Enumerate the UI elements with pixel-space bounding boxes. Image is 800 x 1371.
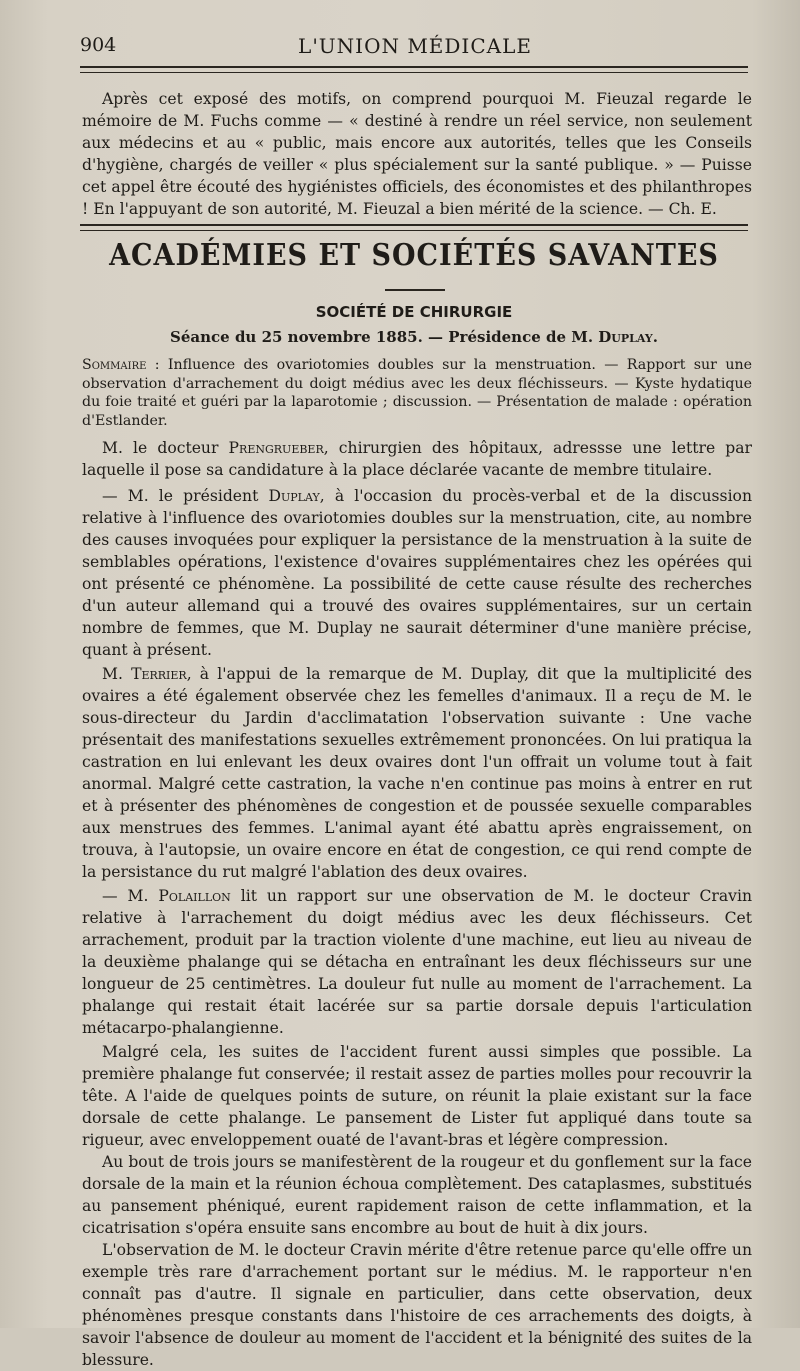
session-prefix: Séance du 25 novembre 1885. — Présidence de M. [170,328,599,346]
summary-block [82,356,752,430]
section-title: ACADÉMIES ET SOCIÉTÉS SAVANTES [109,238,719,273]
person-name: Prengrueber [228,439,324,457]
section-rule [80,224,748,231]
paragraph: M. Terrier, à l'appui de la remarque de M. Duplay, dit que la multiplicité des ovaires a été également observée chez les femelles d'animaux. Il a reçu de M. le sous-directeur du Jardin d'acclimatation l'observation suivante : Une vache présentait des manifestations sexuelles extrêmement prononcées. On lui pratiqua la castration en lui enlevant les deux ovaires dont l'un offrait un volume tout à fait anormal. Malgré cette castration, la vache n'en continue pas moins à entrer en rut et à présenter des phénomènes de congestion et de poussée sexuelle comparables aux menstrues des femmes. L'animal ayant été abattu après engraissement, on trouva, à l'autopsie, un ovaire encore en état de congestion, ce qui rend compte de la persistance du rut malgré l'ablation des deux ovaires. [82,665,752,881]
title-underline [385,289,445,291]
person-name: Terrier [131,665,187,683]
summary-label: Sommaire [82,357,147,373]
paragraph: — M. le président Duplay, à l'occasion du procès-verbal et de la discussion relative à l'influence des ovariotomies doubles sur la menstruation, cite, au nombre des causes invoquées pour expliquer la persistance de la menstruation à la suite de semblables opérations, l'existence d'ovaires supplémentaires chez les opérées qui ont présenté ce phénomène. La possibilité de cette cause résulte des recherches d'un auteur allemand qui a trouvé des ovaires supplémentaires, sur un certain nombre de femmes, que M. Duplay ne saurait déterminer d'une manière précise, quant à présent. [82,487,752,659]
session-line [80,328,748,346]
intro-paragraph: Après cet exposé des motifs, on comprend pourquoi M. Fieuzal regarde le mémoire de M. Fuchs comme — « destiné à rendre un réel service, non seulement aux médecins et au « public, mais encore aux autorités, telles que les Conseils d'hygiène, chargés de veiller « plus spécialement sur la santé publique. » — Puisse cet appel être écouté des hygiénistes officiels, des économistes et des philanthropes ! En l'appuyant de son autorité, M. Fieuzal a bien mérité de la science. — Ch. E. [82,90,752,218]
paragraph: Au bout de trois jours se manifestèrent de la rougeur et du gonflement sur la face dorsale de la main et la réunion échoua complètement. Des cataplasmes, substitués au pansement phéniqué, eurent rapidement raison de cette inflammation, et la cicatrisation s'opéra ensuite sans encombre au bout de huit à dix jours. [82,1153,752,1237]
running-title: L'UNION MÉDICALE [298,34,532,58]
session-president: Duplay. [598,328,658,346]
paragraph: — M. Polaillon lit un rapport sur une observation de M. le docteur Cravin relative à l'arrachement du doigt médius avec les deux fléchisseurs. Cet arrachement, produit par la traction violente d'une machine, eut lieu au niveau de la deuxième phalange qui se détacha en entraînant les deux fléchisseurs sur une longueur de 25 centimètres. La douleur fut nulle au moment de l'arrachement. La phalange qui restait était lacérée sur sa partie dorsale depuis l'articulation métacarpo-phalangienne. [82,887,752,1037]
page-header [80,34,750,60]
page-number: 904 [80,34,117,56]
paragraph: Malgré cela, les suites de l'accident furent aussi simples que possible. La première phalange fut conservée; il restait assez de parties molles pour recouvrir la tête. A l'aide de quelques points de suture, on réunit la plaie existant sur la face dorsale de cette phalange. Le pansement de Lister fut appliqué dans toute sa rigueur, avec enveloppement ouaté de l'avant-bras et légère compression. [82,1043,752,1149]
paragraph: M. le docteur Prengrueber, chirurgien des hôpitaux, adressse une lettre par laquelle il pose sa candidature à la place déclarée vacante de membre titulaire. [82,439,753,479]
intro-paragraph-block [82,88,752,220]
person-name: Polaillon [158,887,231,905]
person-name: Duplay [268,487,320,505]
society-heading: SOCIÉTÉ DE CHIRURGIE [315,303,513,321]
body-text [82,437,752,1371]
header-rule [80,66,748,73]
summary-text: : Influence des ovariotomies doubles sur la menstruation. — Rapport sur une observation d'arrachement du doigt médius avec les deux fléchisseurs. — Kyste hydatique du foie traité et guéri par la laparotomie ; discussion. — Présentation de malade : opération d'Estlander. [82,357,752,429]
paragraph: L'observation de M. le docteur Cravin mérite d'être retenue parce qu'elle offre un exemple très rare d'arrachement portant sur le médius. M. le rapporteur n'en connaît pas d'autre. Il signale en particulier, dans cette observation, deux phénomènes presque constants dans l'histoire de ces arrachements des doigts, à savoir l'absence de douleur au moment de l'accident et la bénignité des suites de la blessure. [82,1241,752,1369]
